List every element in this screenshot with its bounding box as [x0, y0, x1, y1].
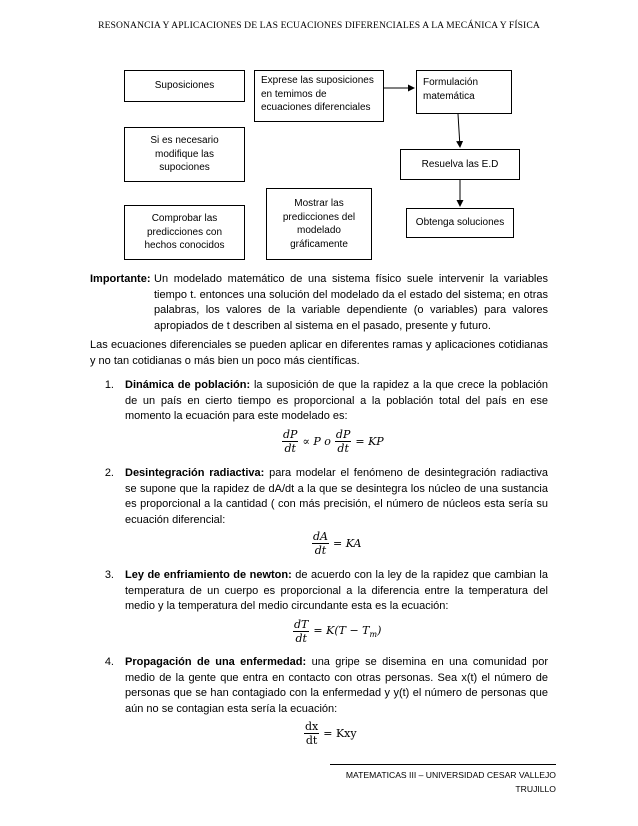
list-item-2: 2. Desintegración radiactiva: para modelar el fenómeno de desintegración radiactiva se supone que la rapidez de dA/dt a la que se desintegra los núcleo de una sustancia es proporcional a la cantidad ( con más precisión, el número de núcleos esta sería su ecuación diferencial: — [104, 467, 548, 527]
footer-rule — [330, 764, 556, 765]
arrow-formulacion-to-resuelva — [458, 114, 460, 147]
list-item-1: 1. Dinámica de población: la suposición de que la rapidez a la que crece la población de un país en cierto tiempo es proporcional a la población total del país en ese momento la ecuación para este modelado es: — [104, 379, 548, 423]
list-item-3: 3. Ley de enfriamiento de newton: de acuerdo con la ley de la rapidez que cambian la temperatura de un cuerpo es proporcional a la diferencia entre la temperatura del medio y la temperatura del medio circundante esta es la ecuación: — [104, 569, 548, 613]
box-modifique-label: Si es necesario modifique las supociones — [150, 135, 219, 174]
footer-line-2: TRUJILLO — [515, 784, 556, 794]
box-comprobar-label: Comprobar las predicciones con hechos conocidos — [144, 213, 225, 252]
importante-label: Importante: — [90, 273, 151, 285]
box-formulacion-label: Formulación matemática — [423, 77, 479, 102]
equation-1: $\frac{dP}{dt}$ ∝ P o $\frac{dP}{dt}$ = KP — [283, 428, 384, 455]
flowchart-connectors — [0, 0, 638, 270]
box-mostrar-label: Mostrar las predicciones del modelado gráficamente — [282, 198, 356, 250]
importante-text: Un modelado matemático de una sistema físico suele intervenir la variables tiempo t. entonces una solución del modelado da el estado del sistema; en otras palabras, los valores de la variable dependiente (o variables) para valores apropiados de t describen al sistema en el pasado, presente y futuro. — [154, 273, 548, 333]
box-exprese-label: Exprese las suposiciones en temimos de ecuaciones diferenciales — [261, 75, 374, 113]
box-resuelva-label: Resuelva las E.D — [421, 158, 499, 170]
equation-4: $\frac{dx}{dt}$ = Kxy — [305, 720, 357, 747]
footer-line-1: MATEMATICAS III – UNIVERSIDAD CESAR VALLEJO — [345, 770, 556, 780]
list-item-4: 4. Propagación de una enfermedad: una gripe se disemina en una comunidad por medio de la gente que entra en contacto con otras personas. Sea x(t) el número de personas que se han contagiado con la enfermedad y y(t) el número de personas que aún no se contagian esta sería la ecuación: — [104, 656, 549, 716]
page-header: RESONANCIA Y APLICACIONES DE LAS ECUACIONES DIFERENCIALES A LA MECÁNICA Y FÍSICA — [98, 20, 540, 31]
intro-paragraph: Las ecuaciones diferenciales se pueden aplicar en diferentes ramas y aplicaciones cotidianas y no tan cotidianas o más bien un poco más científicas. — [90, 339, 548, 367]
equation-3: $\frac{dT}{dt}$ = $K(T - T_m)$ — [294, 618, 382, 645]
box-obtenga-label: Obtenga soluciones — [415, 217, 505, 229]
box-suposiciones-label: Suposiciones — [154, 80, 215, 92]
equation-2: $\frac{dA}{dt}$ = KA — [313, 530, 362, 557]
